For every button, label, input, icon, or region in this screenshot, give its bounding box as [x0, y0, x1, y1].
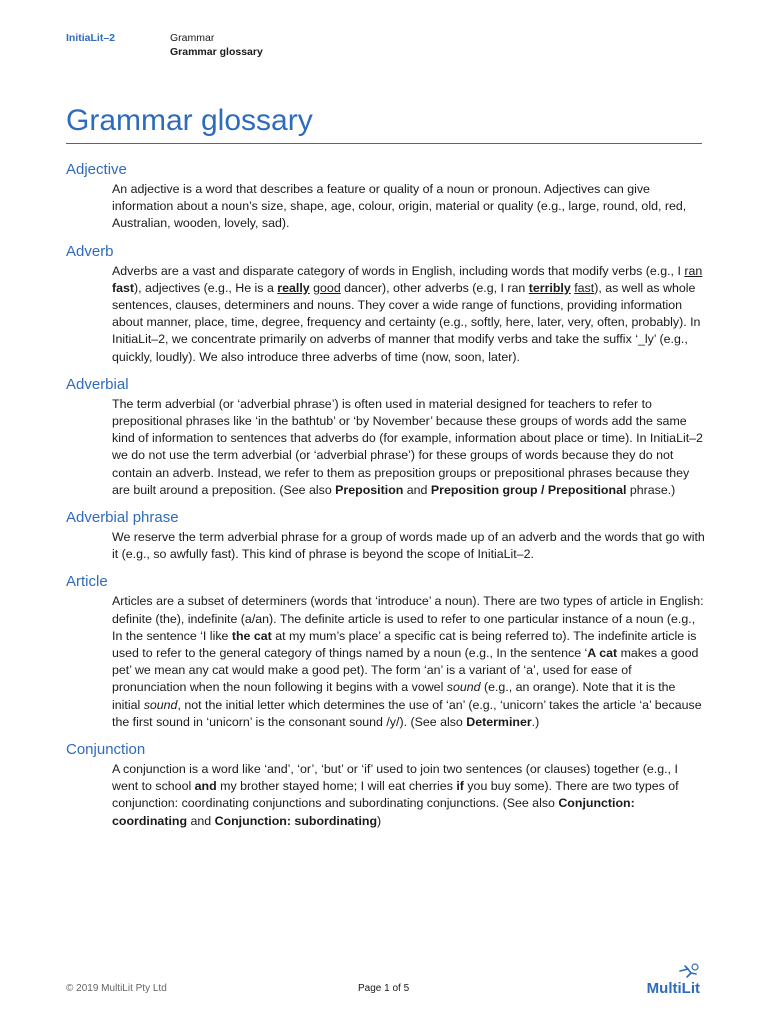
glossary-definition: The term adverbial (or ‘adverbial phrase’) is often used in material designed for teachers to refer to prepositional phrases like ‘in the bathtub’ or ‘by November’ because these groups of words add the same kind of information to sentences that adverbs do (for example, information about place or time). In InitiaLit–2 we do not use the term adverbial (or ‘adverbial phrase’) for these groups of words because they do not contain an adverb. Instead, we refer to them as preposition groups or prepositional phrases because they are built around a preposition. (See also Preposition and Preposition group / Prepositional phrase.) [112, 396, 703, 497]
glossary-entry [66, 508, 706, 563]
breadcrumb-section: Grammar [170, 32, 215, 44]
brand-label: InitiaLit–2 [66, 32, 116, 44]
glossary-entry [66, 572, 706, 731]
glossary-entry [66, 242, 706, 366]
glossary-list [66, 160, 706, 839]
glossary-entry [66, 375, 706, 499]
glossary-definition: An adjective is a word that describes a feature or quality of a noun or pronoun. Adjectives can give information about a noun’s size, shape, age, colour, origin, material or quality (e.g., large, round, old, red, Australian, wooden, lovely, sad). [112, 182, 687, 231]
breadcrumb [170, 31, 263, 59]
glossary-definition: Articles are a subset of determiners (words that ‘introduce’ a noun). There are two types of article in English: definite (the), indefinite (a/an). The definite article is used to refer to one particular instance of a noun (e.g., In the sentence ‘I like the cat at my mum’s place’ a specific cat is being referred to). The indefinite article is used to refer to the general category of things named by a noun (e.g., In the sentence ‘A cat makes a good pet’ we mean any cat would make a good pet). The form ‘an’ is a variant of ‘a’, used for ease of pronunciation when the noun following it begins with a vowel sound (e.g., an orange). Note that it is the initial sound, not the initial letter which determines the use of ‘an’ (e.g., ‘unicorn’ takes the article ‘a’ because the first sound in ‘unicorn’ is the consonant sound /y/). (See also Determiner.) [112, 594, 704, 729]
glossary-definition: A conjunction is a word like ‘and’, ‘or’, ‘but’ or ‘if’ used to join two sentences (or clauses) together (e.g., I went to school and my brother stayed home; I will eat cherries if you buy some). There are two types of conjunction: coordinating conjunctions and subordinating conjunctions. (See also Conjunction: coordinating and Conjunction: subordinating) [112, 762, 679, 828]
glossary-entry [66, 740, 706, 830]
breadcrumb-current: Grammar glossary [170, 46, 263, 58]
copyright-text: © 2019 MultiLit Pty Ltd [66, 983, 167, 994]
glossary-term: Conjunction [66, 741, 146, 759]
title-divider [66, 143, 702, 144]
glossary-term: Adverbial phrase [66, 509, 179, 527]
glossary-term: Adjective [66, 161, 127, 178]
glossary-term: Article [66, 573, 108, 591]
glossary-entry [66, 160, 706, 233]
page-number: Page 1 of 5 [358, 983, 410, 994]
multilit-logo [620, 963, 700, 997]
glossary-definition: Adverbs are a vast and disparate category of words in English, including words that modify verbs (e.g., I ran fast), adjectives (e.g., He is a really good dancer), other adverbs (e.g, I ran terribly fast), as well as whole sentences, clauses, determiners and nouns. They cover a wide range of functions, providing information about manner, place, time, degree, frequency and certainty (e.g., softly, here, later, very, often, probably). In InitiaLit–2, we concentrate primarily on adverbs of manner that modify verbs and take the suffix ‘_ly’ (e.g., quickly, loudly). We also introduce three adverbs of time (now, soon, later). [112, 263, 703, 364]
glossary-term: Adverbial [66, 375, 129, 393]
glossary-definition: We reserve the term adverbial phrase for a group of words made up of an adverb and the words that go with it (e.g., so awfully fast). This kind of phrase is beyond the scope of InitiaLit–2. [112, 530, 705, 562]
runner-icon [676, 963, 700, 981]
logo-wordmark: MultiLit [646, 980, 700, 997]
glossary-term: Adverb [66, 242, 114, 260]
page-title: Grammar glossary [66, 104, 313, 137]
